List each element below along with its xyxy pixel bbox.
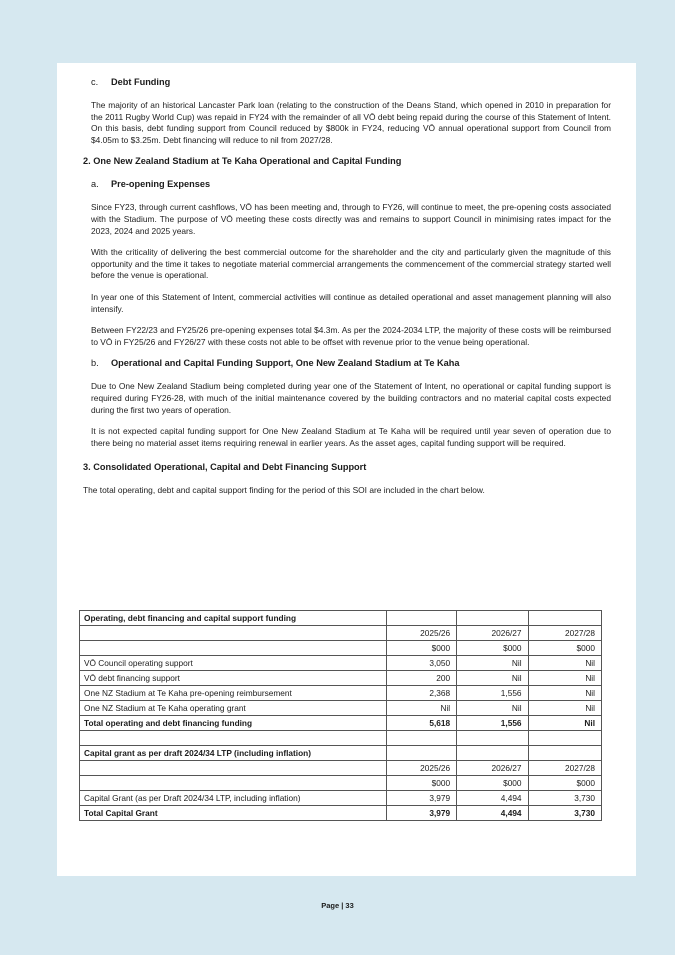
unit-header: $000 xyxy=(457,776,528,791)
total-value: 5,618 xyxy=(386,716,456,731)
operating-table-title: Operating, debt financing and capital support funding xyxy=(80,611,387,626)
operational-capital-title: Operational and Capital Funding Support, One New Zealand Stadium at Te Kaha xyxy=(111,358,460,369)
empty-cell xyxy=(80,731,387,746)
debt-funding-title: Debt Funding xyxy=(111,77,171,87)
unit-header-row xyxy=(80,776,602,791)
operational-capital-paragraph-1: Due to One New Zealand Stadium being completed during year one of the Statement of Intent, no operational or capital funding support is required during FY26-28, with much of the initial maintenance covered by the building contractors and no material capital costs expected during the first two years of operation. xyxy=(91,381,611,415)
row-value: Nil xyxy=(386,701,456,716)
debt-funding-heading xyxy=(91,77,611,87)
row-value: Nil xyxy=(528,701,601,716)
pre-opening-paragraph-1: Since FY23, through current cashflows, VŌ has been meeting and, through to FY26, will continue to meet, the pre-opening costs associated with the Stadium. The purpose of VŌ meeting these costs directly was and remains to support Council in minimising rates impact for the 2023, 2024 and 2025 years. xyxy=(91,202,611,236)
year-header: 2025/26 xyxy=(386,761,456,776)
year-header: 2025/26 xyxy=(386,626,456,641)
row-value: Nil xyxy=(457,656,528,671)
empty-cell xyxy=(386,731,456,746)
total-label: Total Capital Grant xyxy=(80,806,387,821)
empty-cell xyxy=(386,746,456,761)
pre-opening-paragraph-2: With the criticality of delivering the best commercial outcome for the shareholder and the city and particularly given the magnitude of this opportunity and the time it takes to negotiate material commercial arrangements the commencement of the commercial strategy started well before the venue is operational. xyxy=(91,247,611,281)
row-value: Nil xyxy=(457,701,528,716)
empty-cell xyxy=(457,746,528,761)
pre-opening-title: Pre-opening Expenses xyxy=(111,179,211,190)
page-number: Page | 33 xyxy=(321,901,354,910)
capital-total-row xyxy=(80,806,602,821)
year-header: 2026/27 xyxy=(457,761,528,776)
empty-cell xyxy=(80,761,387,776)
year-header: 2027/28 xyxy=(528,626,601,641)
section-3-heading: 3. Consolidated Operational, Capital and Debt Financing Support xyxy=(83,462,367,473)
empty-cell xyxy=(528,746,601,761)
pre-opening-paragraph-4: Between FY22/23 and FY25/26 pre-opening expenses total $4.3m. As per the 2024-2034 LTP, the majority of these costs will be reimbursed to VŌ in FY25/26 and FY26/27 with these costs not able to be offset with revenue prior to the venue being operational. xyxy=(91,325,611,347)
empty-cell xyxy=(80,626,387,641)
operational-capital-paragraph-2: It is not expected capital funding support for One New Zealand Stadium at Te Kaha will be required until year seven of operation due to there being no material asset items requiring renewal in earlier years. As the asset ages, capital funding support will be required. xyxy=(91,426,611,448)
row-label: VŌ debt financing support xyxy=(80,671,387,686)
operating-title-row xyxy=(80,611,602,626)
unit-header: $000 xyxy=(457,641,528,656)
operational-capital-heading xyxy=(91,358,611,368)
section-2-heading: 2. One New Zealand Stadium at Te Kaha Operational and Capital Funding xyxy=(83,156,402,167)
row-value: 2,368 xyxy=(386,686,456,701)
row-value: Nil xyxy=(528,671,601,686)
total-value: Nil xyxy=(528,716,601,731)
row-value: Nil xyxy=(528,656,601,671)
year-header: 2026/27 xyxy=(457,626,528,641)
row-label: VŌ Council operating support xyxy=(80,656,387,671)
table-row xyxy=(80,671,602,686)
unit-header: $000 xyxy=(386,776,456,791)
empty-cell xyxy=(80,641,387,656)
pre-opening-number: a. xyxy=(91,179,99,190)
total-value: 4,494 xyxy=(457,806,528,821)
table-row xyxy=(80,701,602,716)
row-value: 1,556 xyxy=(457,686,528,701)
total-value: 3,979 xyxy=(386,806,456,821)
empty-cell xyxy=(528,731,601,746)
row-value: 3,730 xyxy=(528,791,601,806)
pre-opening-heading xyxy=(91,179,611,189)
row-value: Nil xyxy=(528,686,601,701)
section-3-paragraph: The total operating, debt and capital support finding for the period of this SOI are included in the chart below. xyxy=(83,485,485,496)
row-label: One NZ Stadium at Te Kaha operating grant xyxy=(80,701,387,716)
funding-table xyxy=(79,610,602,821)
empty-cell xyxy=(528,611,601,626)
unit-header: $000 xyxy=(528,641,601,656)
row-value: 3,050 xyxy=(386,656,456,671)
table-row xyxy=(80,686,602,701)
document-page xyxy=(57,63,636,876)
row-label: Capital Grant (as per Draft 2024/34 LTP, including inflation) xyxy=(80,791,387,806)
spacer-row xyxy=(80,731,602,746)
row-value: 3,979 xyxy=(386,791,456,806)
year-header-row xyxy=(80,761,602,776)
total-value: 3,730 xyxy=(528,806,601,821)
row-value: Nil xyxy=(457,671,528,686)
unit-header-row xyxy=(80,641,602,656)
table-row xyxy=(80,656,602,671)
capital-title-row xyxy=(80,746,602,761)
row-value: 4,494 xyxy=(457,791,528,806)
debt-funding-number: c. xyxy=(91,77,99,87)
page-content xyxy=(83,77,611,497)
capital-table-title: Capital grant as per draft 2024/34 LTP (including inflation) xyxy=(80,746,387,761)
year-header-row xyxy=(80,626,602,641)
unit-header: $000 xyxy=(528,776,601,791)
pre-opening-paragraph-3: In year one of this Statement of Intent, commercial activities will continue as detailed operational and asset management planning will also intensify. xyxy=(91,291,611,314)
unit-header: $000 xyxy=(386,641,456,656)
empty-cell xyxy=(386,611,456,626)
empty-cell xyxy=(80,776,387,791)
debt-funding-paragraph: The majority of an historical Lancaster Park loan (relating to the construction of the Deans Stand, which opened in 2010 in preparation for the 2011 Rugby World Cup) was repaid in FY24 with the remainder of all VŌ debt being repaid during the course of this Statement of Intent. On this basis, debt funding support from Council reduced by $800k in FY24, reducing VŌ annual operational support from Council from $4.05m to $3.25m. Debt financing will reduce to nil from 2027/28. xyxy=(91,100,611,145)
empty-cell xyxy=(457,611,528,626)
operating-total-row xyxy=(80,716,602,731)
row-label: One NZ Stadium at Te Kaha pre-opening reimbursement xyxy=(80,686,387,701)
total-label: Total operating and debt financing funding xyxy=(80,716,387,731)
table-row xyxy=(80,791,602,806)
row-value: 200 xyxy=(386,671,456,686)
year-header: 2027/28 xyxy=(528,761,601,776)
empty-cell xyxy=(457,731,528,746)
operational-capital-number: b. xyxy=(91,358,99,369)
total-value: 1,556 xyxy=(457,716,528,731)
